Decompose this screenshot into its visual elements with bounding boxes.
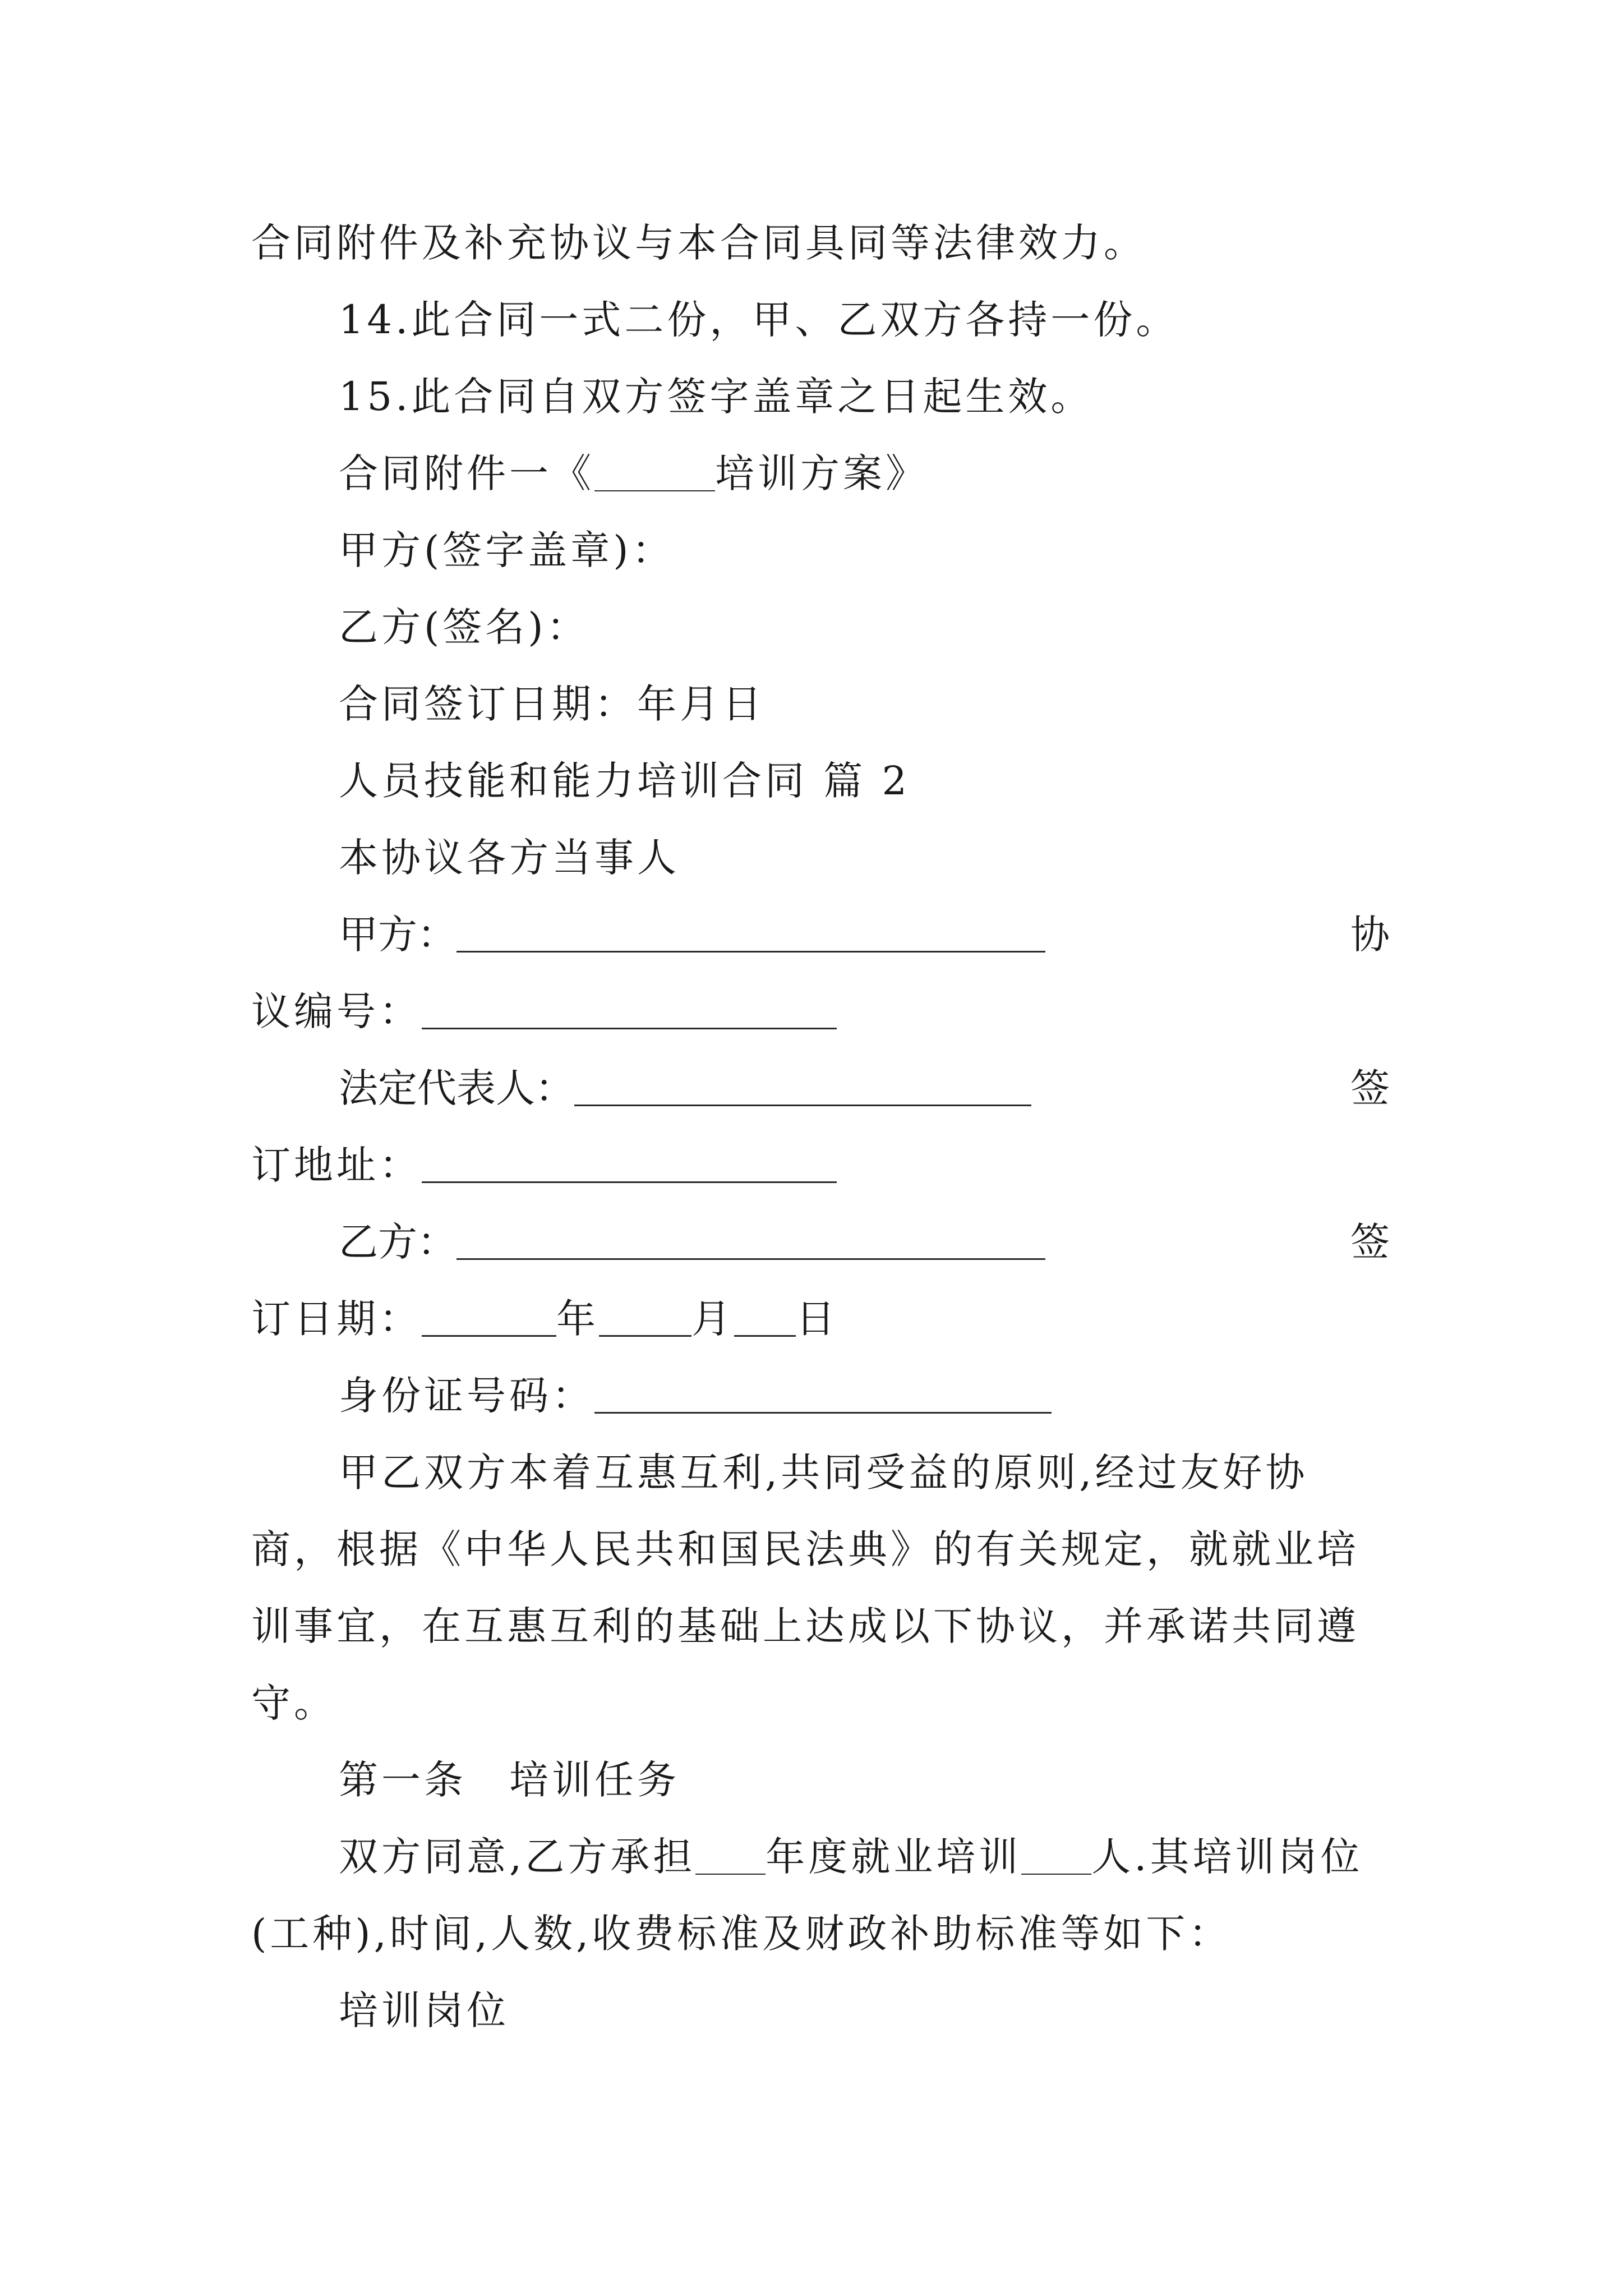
party-a-label: 甲方： xyxy=(339,912,457,958)
signing-date-line xyxy=(251,1291,1390,1347)
parties-intro-line: 本协议各方当事人 xyxy=(339,835,680,881)
preamble-line-2: 商，根据《中华人民共和国民法典》的有关规定，就就业培 xyxy=(251,1526,1359,1572)
id-number-label: 身份证号码： xyxy=(339,1373,594,1419)
signing-date-label: 订日期： xyxy=(251,1296,422,1342)
training-position-heading: 培训岗位 xyxy=(339,1987,509,2033)
signing-address-label: 订地址： xyxy=(251,1142,422,1188)
attachment-one-suffix: 培训方案》 xyxy=(715,450,928,496)
attachment-one-prefix: 合同附件一《 xyxy=(339,450,594,496)
training-year-blank[interactable] xyxy=(695,1834,766,1875)
party-b-line-tail: 签 xyxy=(1350,1219,1390,1265)
legal-representative-line-tail: 签 xyxy=(1350,1065,1390,1111)
party-b-signature-line: 乙方(签名)： xyxy=(339,604,589,650)
party-a-line xyxy=(339,907,1390,963)
party-b-line xyxy=(339,1214,1390,1270)
clause-15: 15.此合同自双方签字盖章之日起生效。 xyxy=(339,374,1094,420)
trainee-count-blank[interactable] xyxy=(1021,1834,1091,1875)
party-a-blank[interactable] xyxy=(457,912,1045,953)
party-a-signature-line: 甲方(签字盖章)： xyxy=(339,527,675,573)
attachment-name-blank[interactable] xyxy=(594,451,715,491)
clause-14: 14.此合同一式二份，甲、乙双方各持一份。 xyxy=(339,297,1179,343)
legal-representative-line xyxy=(339,1060,1390,1116)
contract-signing-date-line: 合同签订日期：年月日 xyxy=(339,681,765,727)
article-one-heading: 第一条 培训任务 xyxy=(339,1757,680,1803)
day-label: 日 xyxy=(796,1296,838,1342)
agreement-number-label: 议编号： xyxy=(251,988,422,1034)
month-label: 月 xyxy=(691,1296,734,1342)
section-heading-part-2: 人员技能和能力培训合同 篇 2 xyxy=(339,758,911,804)
article-one-text-a: 双方同意,乙方承担 xyxy=(339,1834,696,1880)
id-number-blank[interactable] xyxy=(594,1373,1052,1414)
legal-representative-label: 法定代表人： xyxy=(339,1065,574,1111)
signing-day-blank[interactable] xyxy=(734,1296,796,1337)
signing-address-blank[interactable] xyxy=(422,1142,837,1183)
party-a-line-tail: 协 xyxy=(1350,912,1390,958)
text-line-attachment-validity: 合同附件及补充协议与本合同具同等法律效力。 xyxy=(251,220,1146,266)
signing-year-blank[interactable] xyxy=(422,1296,556,1337)
party-b-blank[interactable] xyxy=(457,1219,1045,1260)
preamble-line-3: 训事宜，在互惠互利的基础上达成以下协议，并承诺共同遵 xyxy=(251,1603,1359,1649)
article-one-text-b: 年度就业培训 xyxy=(766,1834,1022,1880)
article-one-line-2: (工种),时间,人数,收费标准及财政补助标准等如下： xyxy=(251,1911,1232,1957)
party-b-label: 乙方： xyxy=(339,1219,457,1265)
preamble-line-4: 守。 xyxy=(251,1680,336,1726)
agreement-number-blank[interactable] xyxy=(422,988,837,1029)
id-number-line xyxy=(339,1368,1390,1424)
signing-month-blank[interactable] xyxy=(599,1296,691,1337)
year-label: 年 xyxy=(556,1296,599,1342)
legal-representative-blank[interactable] xyxy=(574,1065,1031,1106)
agreement-number-line xyxy=(251,983,1390,1039)
signing-address-line xyxy=(251,1137,1390,1193)
article-one-text-c: 人.其培训岗位 xyxy=(1091,1834,1363,1880)
attachment-one-line xyxy=(339,445,1390,501)
preamble-line-1: 甲乙双方本着互惠互利,共同受益的原则,经过友好协 xyxy=(339,1450,1308,1496)
article-one-line-1 xyxy=(339,1829,1390,1885)
